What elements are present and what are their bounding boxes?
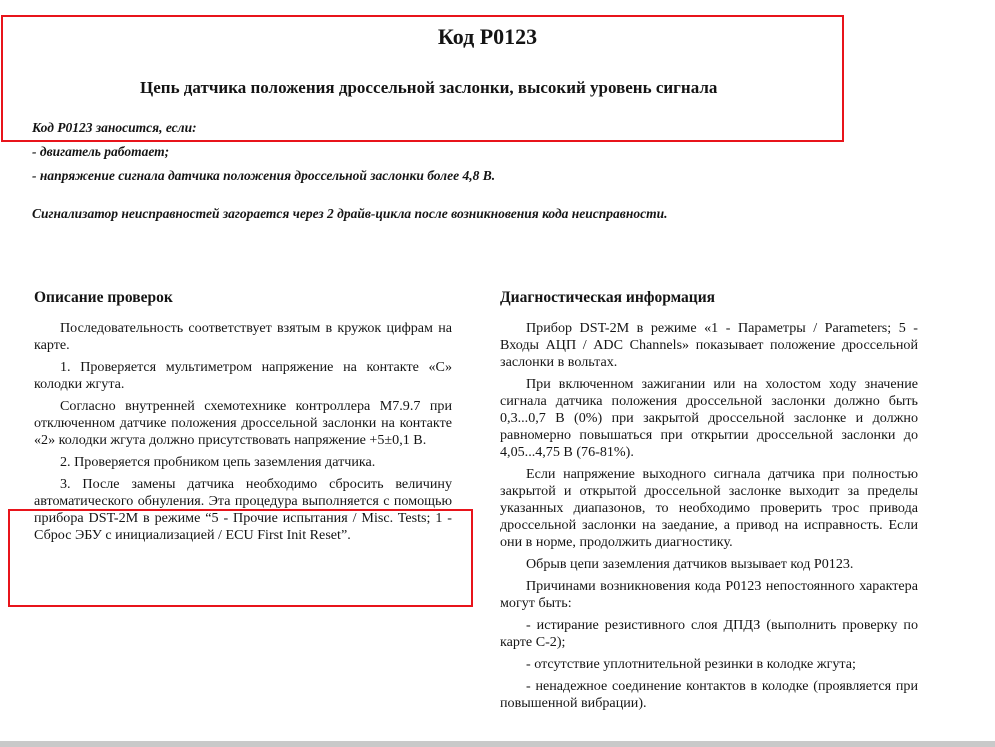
- check-step-2: 2. Проверяется пробником цепь заземления датчика.: [60, 454, 376, 470]
- diagnostics-paragraph: Причинами возникновения кода P0123 непостоянного характера могут быть:: [500, 578, 918, 611]
- checks-paragraph: Последовательность соответствует взятым в кружок цифрам на карте.: [34, 320, 452, 353]
- diagnostics-column: [500, 320, 918, 717]
- diagnostics-paragraph: При включенном зажигании или на холостом ходу значение сигнала датчика положения дроссельной заслонки должно быть 0,3...0,7 В (0%) при закрытой дроссельной заслонке и должно равномерно повышаться при открытии дроссельной заслонки до 4,05...4,75 В (76-81%).: [500, 376, 918, 460]
- checks-paragraph: Согласно внутренней схемотехнике контроллера М7.9.7 при отключенном датчике положения дроссельной заслонки на контакте «2» колодки жгута должно присутствовать напряжение +5±0,1 В.: [34, 398, 452, 448]
- condition-item-engine: - двигатель работает;: [32, 144, 170, 159]
- diagnostics-paragraph: Если напряжение выходного сигнала датчика при полностью закрытой и открытой дроссельной заслонке выходит за пределы указанных диапазонов, то необходимо проверить трос привода дроссельной заслонки на заедание, а привод на исправность. Если они в норме, продолжить диагностику.: [500, 466, 918, 550]
- cause-item: - истирание резистивного слоя ДПДЗ (выполнить проверку по карте С-2);: [500, 617, 918, 650]
- check-step-1: 1. Проверяется мультиметром напряжение на контакте «С» колодки жгута.: [34, 359, 452, 392]
- step3-highlight-box: [8, 509, 473, 607]
- code-subtitle: Цепь датчика положения дроссельной заслонки, высокий уровень сигнала: [140, 78, 718, 97]
- condition-item-voltage: - напряжение сигнала датчика положения дроссельной заслонки более 4,8 В.: [32, 168, 496, 183]
- check-step-3: 3. После замены датчика необходимо сбросить величину автоматического обнуления. Эта процедура выполняется с помощью прибора DST-2M в режиме “5 - Прочие испытания / Misc. Tests; 1 - Сброс ЭБУ с инициализацией / ECU First Init Reset”.: [34, 476, 452, 543]
- mil-note: Сигнализатор неисправностей загорается через 2 драйв-цикла после возникновения кода неисправности.: [32, 206, 668, 221]
- header-highlight-box: [1, 15, 844, 142]
- diagnostics-paragraph: Прибор DST-2M в режиме «1 - Параметры / Parameters; 5 - Входы АЦП / ADC Channels» показывает положение дроссельной заслонки в вольтах.: [500, 320, 918, 370]
- diagnostics-heading: Диагностическая информация: [500, 289, 716, 306]
- conditions-intro: Код P0123 заносится, если:: [32, 120, 197, 135]
- code-title: Код P0123: [437, 24, 538, 49]
- diagnostics-paragraph: Обрыв цепи заземления датчиков вызывает код P0123.: [526, 556, 854, 572]
- horizontal-scrollbar[interactable]: [0, 741, 995, 747]
- cause-item: - отсутствие уплотнительной резинки в колодке жгута;: [526, 656, 856, 672]
- cause-item: - ненадежное соединение контактов в колодке (проявляется при повышенной вибрации).: [500, 678, 918, 711]
- checks-heading: Описание проверок: [34, 289, 173, 306]
